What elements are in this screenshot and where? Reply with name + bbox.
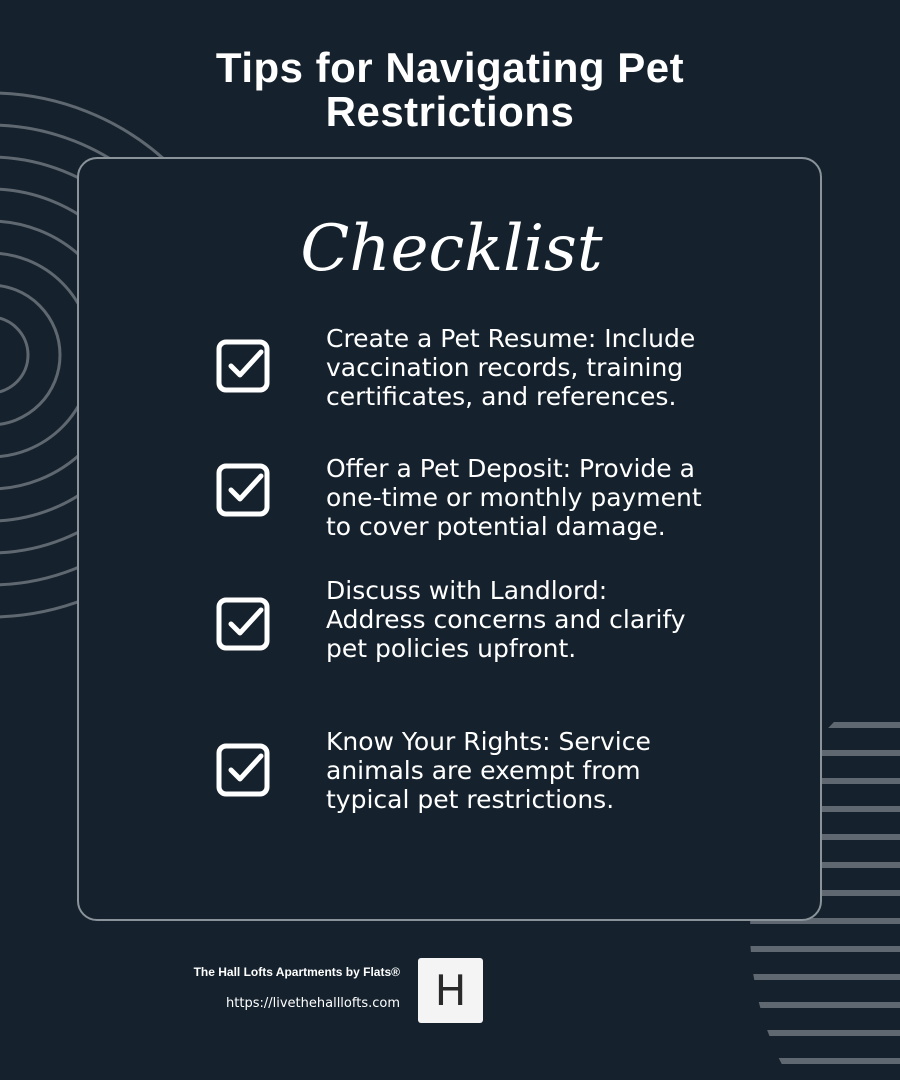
checkbox-checked-icon xyxy=(213,336,273,396)
checklist-item-line: animals are exempt from xyxy=(326,756,641,785)
brand-logo-letter: H xyxy=(434,965,467,1015)
footer-brand-name: The Hall Lofts Apartments by Flats® xyxy=(193,965,400,979)
checklist-item-line: certificates, and references. xyxy=(326,382,677,411)
checklist-item-text xyxy=(326,454,746,541)
checklist-item-line: Know Your Rights: Service xyxy=(326,727,651,756)
checklist-item-line: one-time or monthly payment xyxy=(326,483,702,512)
checklist-item-line: to cover potential damage. xyxy=(326,512,666,541)
checklist-item-line: Address concerns and clarify xyxy=(326,605,686,634)
checkbox-checked-icon xyxy=(213,594,273,654)
brand-logo xyxy=(418,958,483,1023)
checkbox-checked-icon xyxy=(213,740,273,800)
checklist-item-text xyxy=(326,324,746,411)
checklist-item-line: vaccination records, training xyxy=(326,353,684,382)
checklist-item-line: typical pet restrictions. xyxy=(326,785,615,814)
checklist-item-text xyxy=(326,727,746,814)
footer-website-link[interactable]: https://livethehalllofts.com xyxy=(226,996,400,1011)
checklist-item-line: Discuss with Landlord: xyxy=(326,576,608,605)
checklist-item-line: Offer a Pet Deposit: Provide a xyxy=(326,454,695,483)
checklist-item-line: Create a Pet Resume: Include xyxy=(326,324,696,353)
checklist-item-text xyxy=(326,576,746,663)
checklist-heading: Checklist xyxy=(300,212,603,286)
page-title-line-2: Restrictions xyxy=(325,88,575,135)
page-title xyxy=(0,46,900,134)
checkbox-checked-icon xyxy=(213,460,273,520)
checklist-card xyxy=(77,157,822,921)
checklist-item-line: pet policies upfront. xyxy=(326,634,577,663)
page-title-line-1: Tips for Navigating Pet xyxy=(215,44,685,91)
